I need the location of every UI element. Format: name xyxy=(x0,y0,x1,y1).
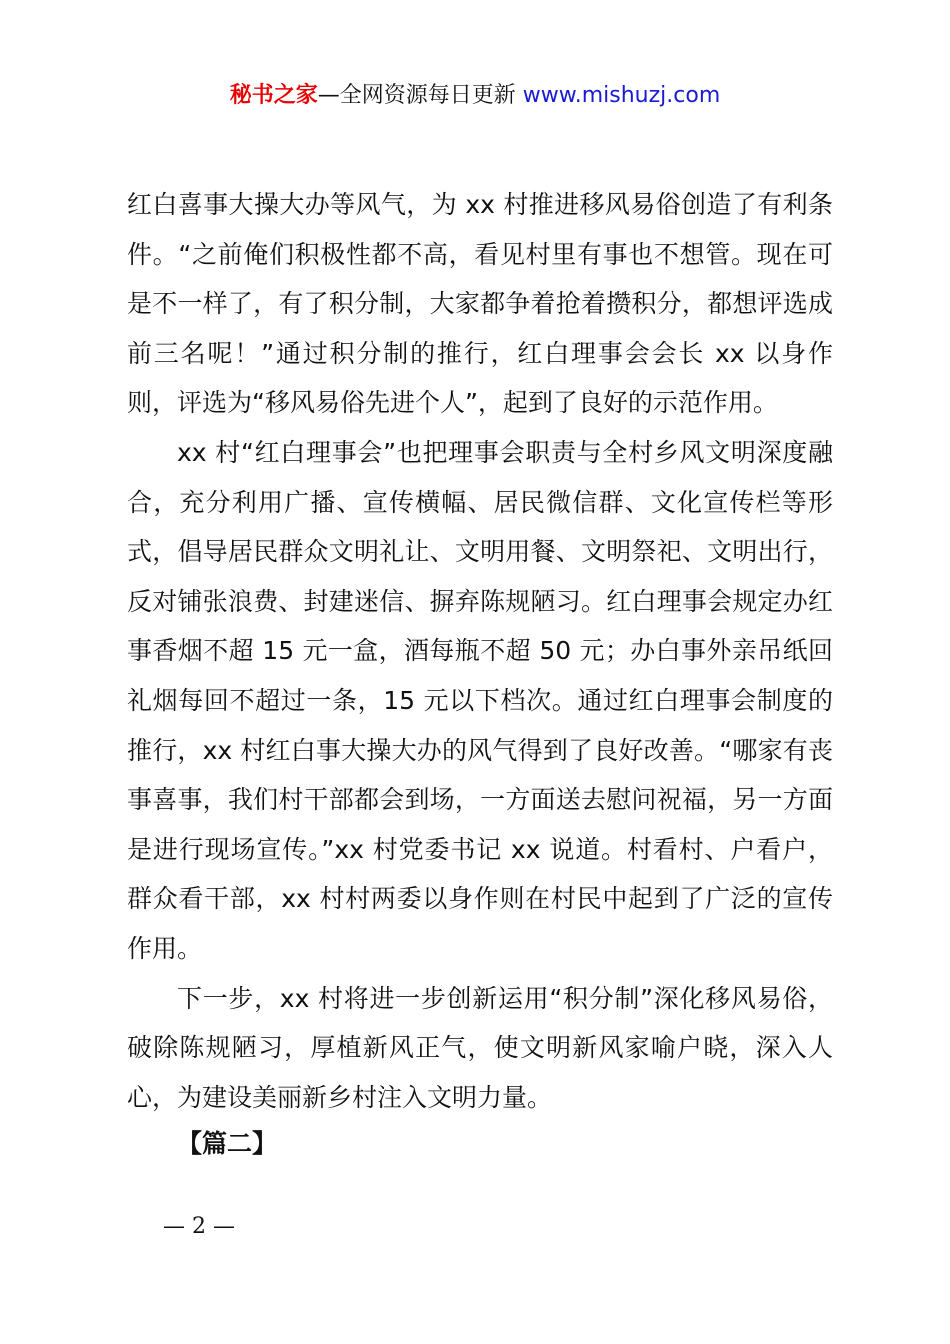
site-header xyxy=(0,80,950,112)
paragraph-next-step: 下一步，xx 村将进一步创新运用“积分制”深化移风易俗，破除陈规陋习，厚植新风正气，使文明新风家喻户晓，深入人心，为建设美丽新乡村注入文明力量。 xyxy=(127,983,833,1112)
site-tagline: —全网资源每日更新 xyxy=(317,83,523,108)
section-title: 【篇二】 xyxy=(177,1129,278,1158)
paragraph-council: xx 村“红白理事会”也把理事会职责与全村乡风文明深度融合，充分利用广播、宣传横幅、居民微信群、文化宣传栏等形式，倡导居民群众文明礼让、文明用餐、文明祭祀、文明出行，反对铺张浪费、封建迷信、摒弃陈规陋习。红白理事会规定办红事香烟不超 15 元一盒，酒每瓶不超 50 元；办白事外亲吊纸回礼烟每回不超过一条，15 元以下档次。通过红白理事会制度的推行，xx 村红白事大操大办的风气得到了良好改善。“哪家有丧事喜事，我们村干部都会到场，一方面送去慰问祝福，另一方面是进行现场宣传。”xx 村党委书记 xx 说道。村看村、户看户，群众看干部，xx 村村两委以身作则在村民中起到了广泛的宣传作用。 xyxy=(127,437,833,963)
paragraph-continuation: 红白喜事大操大办等风气，为 xx 村推进移风易俗创造了有利条件。“之前俺们积极性都不高，看见村里有事也不想管。现在可是不一样了，有了积分制，大家都争着抢着攒积分，都想评选成前三名呢！”通过积分制的推行，红白理事会会长 xx 以身作则，评选为“移风易俗先进个人”，起到了良好的示范作用。 xyxy=(127,190,833,418)
page-number: — 2 — xyxy=(163,1214,235,1239)
site-url-link[interactable]: www.mishuzj.com xyxy=(522,83,721,108)
document-body xyxy=(127,180,833,1122)
site-brand: 秘书之家 xyxy=(229,83,318,108)
